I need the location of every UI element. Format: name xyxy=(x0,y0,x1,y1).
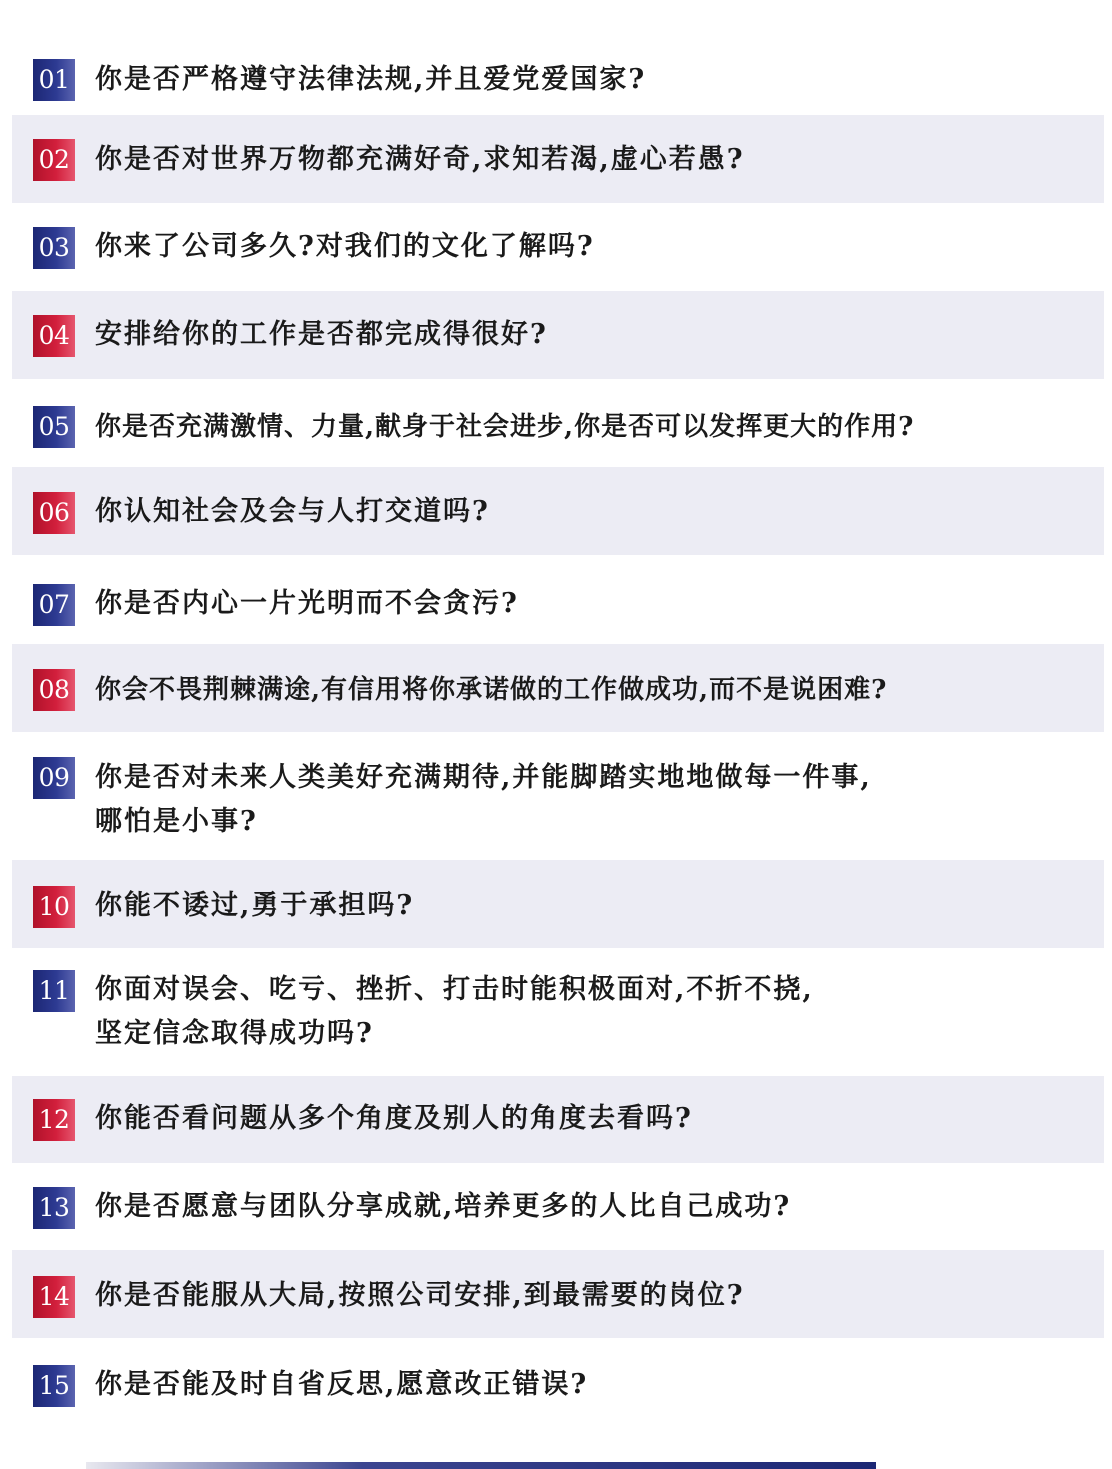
question-row xyxy=(12,644,1104,732)
question-row xyxy=(12,1338,1104,1426)
question-row xyxy=(12,379,1104,467)
question-number-badge: 15 xyxy=(33,1365,75,1407)
question-row xyxy=(12,203,1104,291)
question-text: 你来了公司多久?对我们的文化了解吗? xyxy=(95,231,595,262)
question-row xyxy=(12,1076,1104,1163)
question-number-badge: 03 xyxy=(33,227,75,269)
question-row xyxy=(12,555,1104,644)
question-row xyxy=(12,115,1104,203)
question-number-badge: 05 xyxy=(33,406,75,448)
question-row xyxy=(12,291,1104,379)
question-row xyxy=(12,732,1104,860)
question-text: 你是否愿意与团队分享成就,培养更多的人比自己成功? xyxy=(95,1191,792,1222)
question-text: 你是否能及时自省反思,愿意改正错误? xyxy=(95,1369,589,1400)
question-text: 你能不诿过,勇于承担吗? xyxy=(95,890,415,921)
question-text: 你是否能服从大局,按照公司安排,到最需要的岗位? xyxy=(95,1280,745,1311)
question-number-badge: 07 xyxy=(33,584,75,626)
question-text: 你会不畏荆棘满途,有信用将你承诺做的工作做成功,而不是说困难? xyxy=(95,675,888,705)
question-text: 你是否对未来人类美好充满期待,并能脚踏实地地做每一件事, 哪怕是小事? xyxy=(95,762,872,837)
question-number-badge: 02 xyxy=(33,139,75,181)
question-number-badge: 12 xyxy=(33,1099,75,1141)
question-row xyxy=(12,948,1104,1076)
question-row xyxy=(12,1163,1104,1250)
question-text: 你能否看问题从多个角度及别人的角度去看吗? xyxy=(95,1103,693,1134)
question-number-badge: 08 xyxy=(33,669,75,711)
question-number-badge: 01 xyxy=(33,59,75,101)
question-text: 你面对误会、吃亏、挫折、打击时能积极面对,不折不挠, 坚定信念取得成功吗? xyxy=(95,974,814,1049)
question-number-badge: 04 xyxy=(33,315,75,357)
question-text: 你认知社会及会与人打交道吗? xyxy=(95,496,490,527)
question-number-badge: 10 xyxy=(33,886,75,928)
question-number-badge: 13 xyxy=(33,1187,75,1229)
question-text: 你是否严格遵守法律法规,并且爱党爱国家? xyxy=(95,64,647,95)
bottom-decorative-bar xyxy=(86,1462,876,1469)
question-number-badge: 09 xyxy=(33,757,75,799)
question-number-badge: 14 xyxy=(33,1276,75,1318)
question-number-badge: 11 xyxy=(33,970,75,1012)
question-text: 你是否内心一片光明而不会贪污? xyxy=(95,588,519,619)
question-row xyxy=(12,1250,1104,1338)
question-row xyxy=(12,860,1104,948)
question-row xyxy=(12,34,1104,122)
question-number-badge: 06 xyxy=(33,492,75,534)
question-text: 你是否对世界万物都充满好奇,求知若渴,虚心若愚? xyxy=(95,144,745,175)
question-text: 你是否充满激情、力量,献身于社会进步,你是否可以发挥更大的作用? xyxy=(95,412,915,442)
question-row xyxy=(12,467,1104,555)
question-text: 安排给你的工作是否都完成得很好? xyxy=(95,319,548,350)
